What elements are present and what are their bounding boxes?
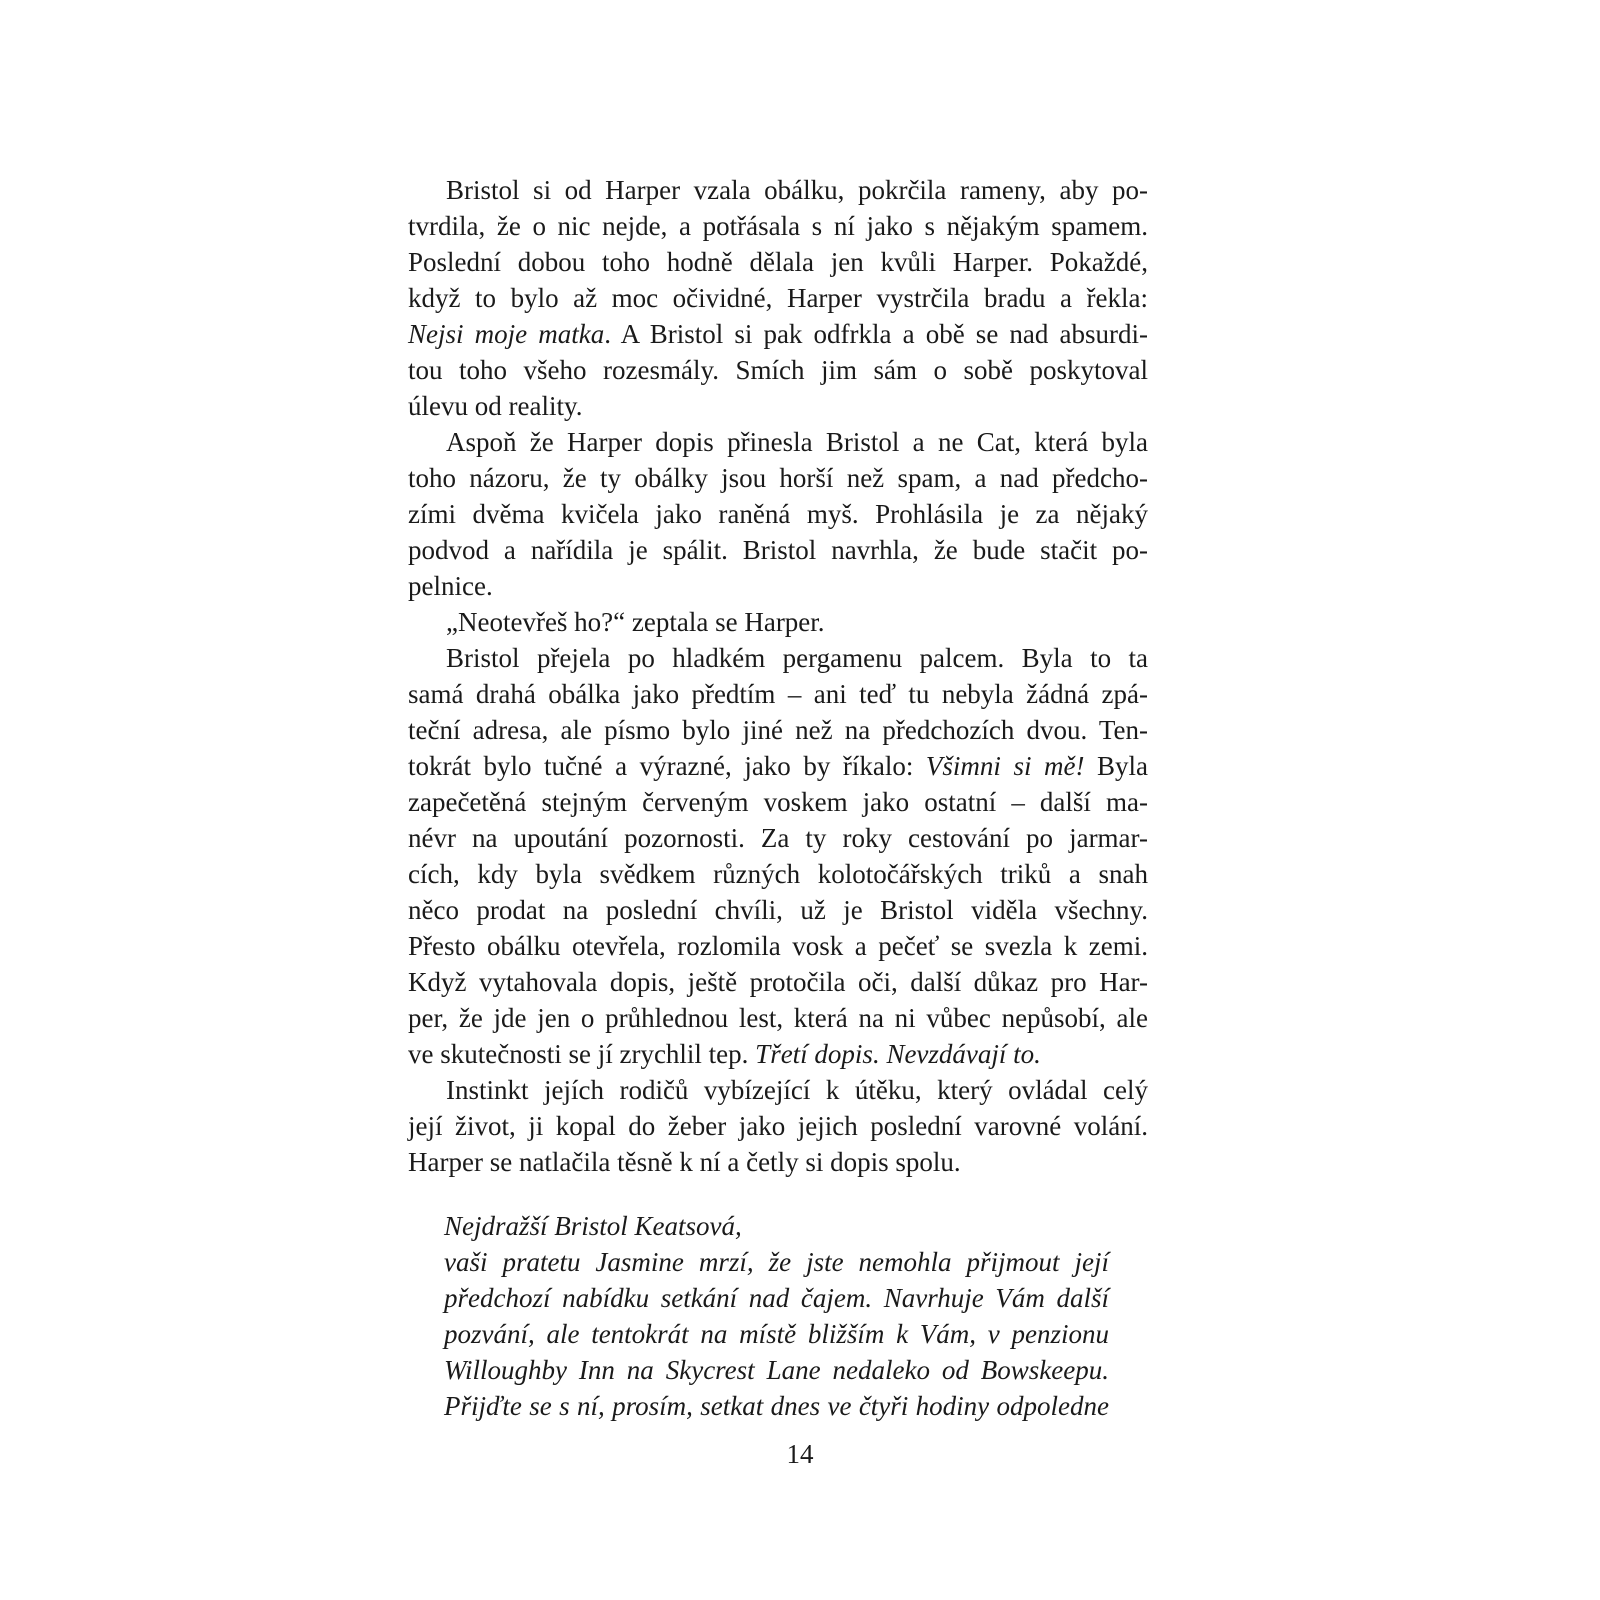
text-line: samá drahá obálka jako předtím – ani teď tu nebyla žádná zpá-	[408, 679, 1148, 709]
page-number: 14	[786, 1439, 814, 1469]
text-line: Nejsi moje matka. A Bristol si pak odfrkla a obě se nad absurdi-	[408, 319, 1148, 349]
text-line: zími dvěma kvičela jako raněná myš. Prohlásila je za nějaký	[408, 499, 1148, 529]
text-line: Harper se natlačila těsně k ní a četly si dopis spolu.	[408, 1147, 961, 1177]
text-line: névr na upoutání pozornosti. Za ty roky cestování po jarmar-	[408, 823, 1148, 853]
text-line: Bristol si od Harper vzala obálku, pokrčila rameny, aby po-	[446, 175, 1148, 205]
letter-salutation: Nejdražší Bristol Keatsová,	[444, 1211, 742, 1241]
text-line: zapečetěná stejným červeným voskem jako ostatní – další ma-	[408, 787, 1148, 817]
text-line: per, že jde jen o průhlednou lest, která na ni vůbec nepůsobí, ale	[408, 1003, 1148, 1033]
text-line: něco prodat na poslední chvíli, už je Bristol viděla všechny.	[408, 895, 1148, 925]
text-line: úlevu od reality.	[408, 391, 583, 421]
text-line: „Neotevřeš ho?“ zeptala se Harper.	[446, 607, 825, 637]
letter-line: předchozí nabídku setkání nad čajem. Navrhuje Vám další	[444, 1283, 1109, 1313]
text-line: Poslední dobou toho hodně dělala jen kvůli Harper. Pokaždé,	[408, 247, 1148, 277]
text-line: tokrát bylo tučné a výrazné, jako by říkalo: Všimni si mě! Byla	[408, 751, 1149, 781]
letter-line: Přijďte se s ní, prosím, setkat dnes ve čtyři hodiny odpoledne	[444, 1391, 1109, 1421]
text-line: cích, kdy byla svědkem různých kolotočářských triků a snah	[408, 859, 1148, 889]
text-line: podvod a nařídila je spálit. Bristol navrhla, že bude stačit po-	[408, 535, 1148, 565]
text-line: když to bylo až moc očividné, Harper vystrčila bradu a řekla:	[408, 283, 1148, 313]
text-line: Aspoň že Harper dopis přinesla Bristol a ne Cat, která byla	[446, 427, 1148, 457]
text-line: Když vytahovala dopis, ještě protočila oči, další důkaz pro Har-	[408, 967, 1148, 997]
text-line: ve skutečnosti se jí zrychlil tep. Třetí dopis. Nevzdávají to.	[408, 1039, 1041, 1069]
letter-line: Willoughby Inn na Skycrest Lane nedaleko od Bowskeepu.	[444, 1355, 1109, 1385]
text-line: toho názoru, že ty obálky jsou horší než spam, a nad předcho-	[408, 463, 1148, 493]
letter-line: vaši pratetu Jasmine mrzí, že jste nemohla přijmout její	[444, 1247, 1109, 1277]
text-line: tou toho všeho rozesmály. Smích jim sám o sobě poskytoval	[408, 355, 1148, 385]
text-line: Instinkt jejích rodičů vybízející k útěku, který ovládal celý	[446, 1075, 1148, 1105]
text-line: tvrdila, že o nic nejde, a potřásala s ní jako s nějakým spamem.	[408, 211, 1148, 241]
text-line: její život, ji kopal do žeber jako jejich poslední varovné volání.	[408, 1111, 1148, 1141]
text-line: Bristol přejela po hladkém pergamenu palcem. Byla to ta	[446, 643, 1148, 673]
letter-line: pozvání, ale tentokrát na místě bližším k Vám, v penzionu	[444, 1319, 1109, 1349]
text-line: pelnice.	[408, 571, 493, 601]
text-line: Přesto obálku otevřela, rozlomila vosk a pečeť se svezla k zemi.	[408, 931, 1148, 961]
text-line: teční adresa, ale písmo bylo jiné než na předchozích dvou. Ten-	[408, 715, 1148, 745]
